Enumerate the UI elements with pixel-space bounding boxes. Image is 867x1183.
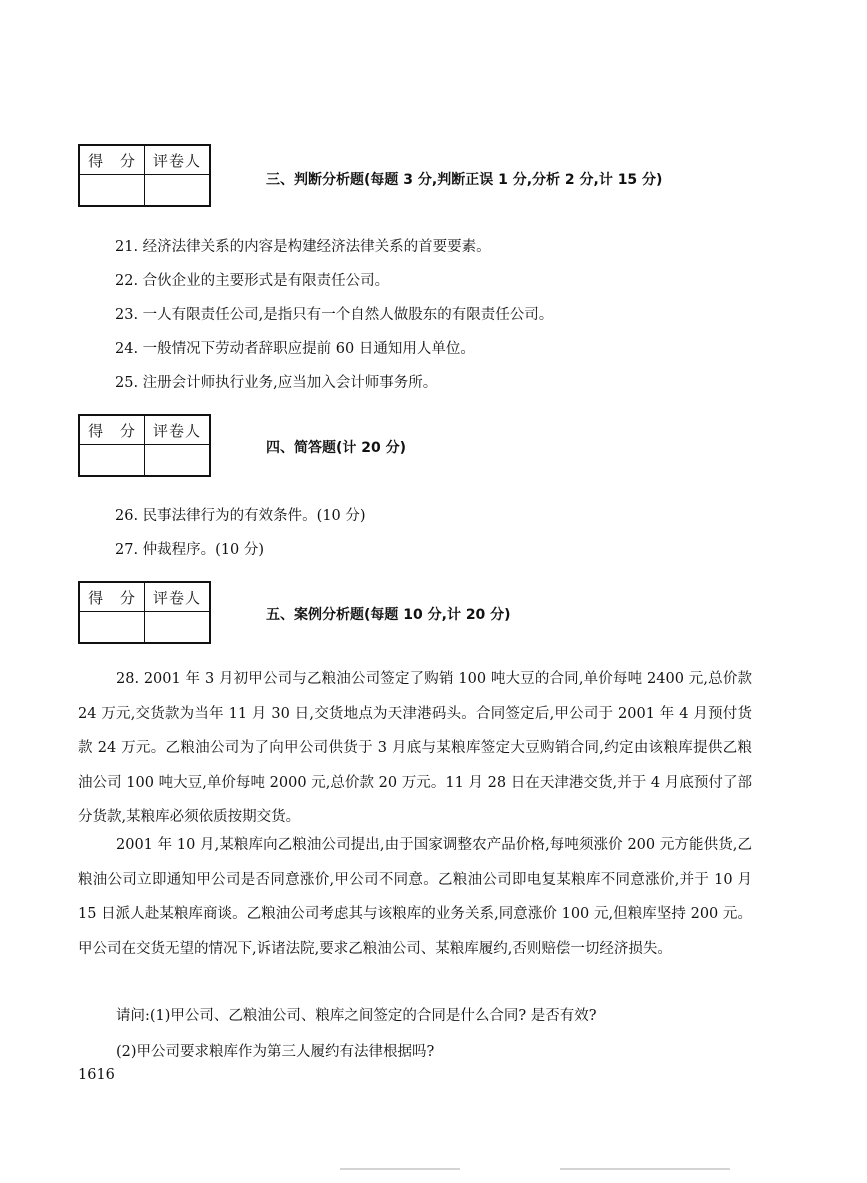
score-label: 得 分: [79, 145, 145, 175]
section-5-title: 五、案例分析题(每题 10 分,计 20 分): [266, 607, 511, 623]
score-cell: [79, 612, 145, 644]
question-24: 24. 一般情况下劳动者辞职应提前 60 日通知用人单位。: [115, 341, 475, 357]
question-23: 23. 一人有限责任公司,是指只有一个自然人做股东的有限责任公司。: [115, 307, 554, 323]
question-27: 27. 仲裁程序。(10 分): [115, 542, 265, 558]
score-label: 得 分: [79, 415, 145, 445]
score-label: 得 分: [79, 582, 145, 612]
case-question-1: 请问:(1)甲公司、乙粮油公司、粮库之间签定的合同是什么合同? 是否有效?: [116, 1008, 597, 1024]
score-table-section-5: [78, 581, 211, 644]
grader-label: 评卷人: [145, 415, 211, 445]
score-table-section-4: [78, 414, 211, 477]
score-cell: [79, 445, 145, 477]
grader-cell: [145, 612, 211, 644]
question-25: 25. 注册会计师执行业务,应当加入会计师事务所。: [115, 375, 438, 391]
score-table-section-3: [78, 144, 211, 207]
grader-cell: [145, 175, 211, 207]
section-3-title: 三、判断分析题(每题 3 分,判断正误 1 分,分析 2 分,计 15 分): [266, 172, 663, 188]
question-26: 26. 民事法律行为的有效条件。(10 分): [115, 508, 366, 524]
grader-cell: [145, 445, 211, 477]
section-4-title: 四、简答题(计 20 分): [266, 440, 407, 456]
grader-label: 评卷人: [145, 145, 211, 175]
grader-label: 评卷人: [145, 582, 211, 612]
question-21: 21. 经济法律关系的内容是构建经济法律关系的首要要素。: [115, 239, 491, 255]
case-paragraph-1: 28. 2001 年 3 月初甲公司与乙粮油公司签定了购销 100 吨大豆的合同,单价每吨 2400 元,总价款 24 万元,交货款为当年 11 月 30 日,交货地点为天津港码头。合同签定后,甲公司于 2001 年 4 月预付货款 24 万元。乙粮油公司为了向甲公司供货于 3 月底与某粮库签定大豆购销合同,约定由该粮库提供乙粮油公司 100 吨大豆,单价每吨 2000 元,总价款 20 万元。11 月 28 日在天津港交货,并于 4 月底预付了部分货款,某粮库必须依质按期交货。: [78, 671, 752, 825]
score-cell: [79, 175, 145, 207]
scan-artifact: [340, 1168, 460, 1170]
case-paragraph-2: 2001 年 10 月,某粮库向乙粮油公司提出,由于国家调整农产品价格,每吨须涨价 200 元方能供货,乙粮油公司立即通知甲公司是否同意涨价,甲公司不同意。乙粮油公司即电复某粮库不同意涨价,并于 10 月 15 日派人赴某粮库商谈。乙粮油公司考虑其与该粮库的业务关系,同意涨价 100 元,但粮库坚持 200 元。甲公司在交货无望的情况下,诉诸法院,要求乙粮油公司、某粮库履约,否则赔偿一切经济损失。: [78, 837, 752, 957]
page-number: 1616: [78, 1067, 115, 1083]
scan-artifact: [560, 1168, 730, 1170]
question-22: 22. 合伙企业的主要形式是有限责任公司。: [115, 273, 390, 289]
case-question-2: (2)甲公司要求粮库作为第三人履约有法律根据吗?: [116, 1044, 435, 1060]
